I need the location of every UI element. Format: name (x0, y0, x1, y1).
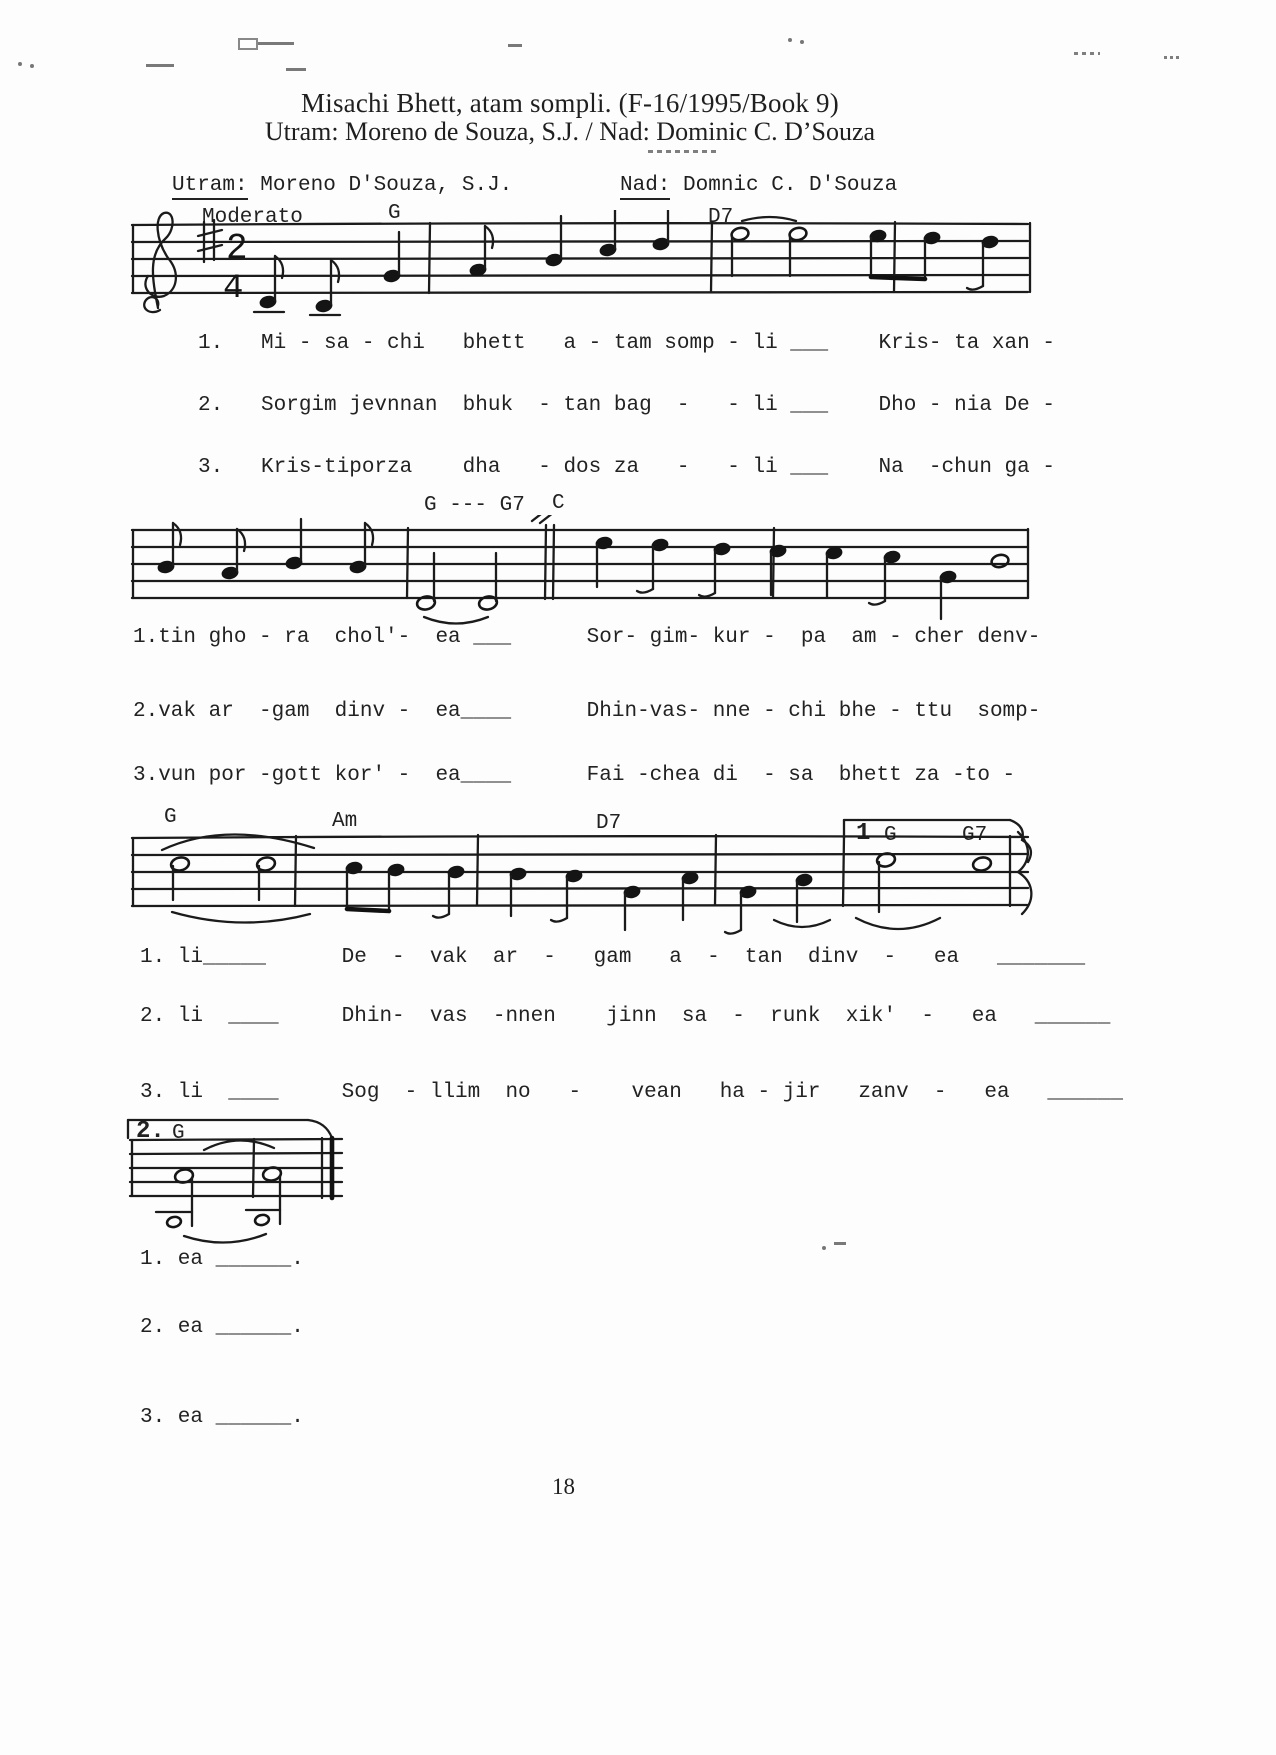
lyric-line: 2. li ____ Dhin- vas -nnen jinn sa - runk xik' - ea ______ (140, 1005, 1111, 1028)
barline (545, 525, 546, 599)
page-title: Misachi Bhett, atam sompli. (F-16/1995/Book 9) (301, 88, 839, 118)
barline (407, 528, 408, 598)
tie (774, 920, 830, 927)
staff-3 (126, 818, 1046, 958)
scan-speck (30, 64, 34, 68)
notes-staff-2 (157, 519, 1010, 624)
time-signature-bottom: 4 (223, 270, 244, 308)
lyric-line: 2. ea ______. (140, 1316, 304, 1339)
scan-mark (146, 64, 174, 67)
notes-staff-3 (162, 834, 992, 933)
barline (429, 223, 430, 293)
lyric-line: 2. Sorgim jevnnan bhuk - tan bag - - li ___ Dho - nia De - (198, 394, 1055, 417)
barline (843, 836, 844, 906)
scan-speck (822, 1246, 826, 1250)
tempo-marking: Moderato (202, 206, 303, 229)
lyric-line: 3. ea ______. (140, 1406, 304, 1429)
beam (871, 277, 925, 279)
notes-staff-4 (156, 1140, 282, 1242)
volta-2-number: 2. (136, 1118, 165, 1145)
chord-label-g-g7: G --- G7 (424, 494, 525, 517)
volta-1-bracket (844, 820, 1031, 862)
lyric-line: 1. li_____ De - vak ar - gam a - tan dinv - ea _______ (140, 946, 1086, 969)
volta-1-chord-g7: G7 (962, 824, 988, 847)
lyric-line: 1. ea ______. (140, 1248, 304, 1271)
staff-1 (126, 210, 1034, 350)
chord-label-d7-2: D7 (596, 812, 622, 835)
chord-label-c: C (552, 492, 565, 515)
chord-label-g: G (388, 202, 401, 225)
slur (172, 912, 310, 923)
credit-utram (172, 174, 512, 197)
section-tick (540, 515, 558, 523)
slur (204, 1140, 274, 1150)
notes-staff-1 (254, 210, 999, 315)
barline (894, 222, 895, 292)
volta-1-chord-g: G (884, 824, 897, 847)
scan-speck (800, 40, 804, 44)
lyric-line: 3. Kris-tiporza dha - dos za - - li ___ Na -chun ga - (198, 456, 1055, 479)
barline (295, 836, 296, 906)
scan-mark (286, 68, 306, 71)
scan-mark (1074, 52, 1100, 55)
scan-speck (788, 38, 792, 42)
lyric-line: 3. li ____ Sog - llim no - vean ha - jir zanv - ea ______ (140, 1081, 1123, 1104)
barline (477, 835, 478, 905)
chord-label-d7: D7 (708, 206, 734, 229)
nad-label: Nad: (620, 174, 670, 200)
scan-speck (18, 62, 22, 66)
utram-name: Moreno D'Souza, S.J. (247, 174, 513, 197)
treble-clef-icon (144, 213, 176, 312)
nad-name: Domnic C. D'Souza (670, 174, 898, 197)
page-number: 18 (552, 1474, 575, 1499)
credit-nad (620, 174, 897, 197)
scan-mark (238, 38, 258, 50)
staff-4 (126, 1108, 376, 1268)
utram-label: Utram: (172, 174, 248, 200)
page-subtitle: Utram: Moreno de Souza, S.J. / Nad: Dominic C. D’Souza (264, 117, 876, 146)
barline (773, 528, 774, 598)
slur (856, 918, 940, 929)
lyric-line: 1. Mi - sa - chi bhett a - tam somp - li ___ Kris- ta xan - (198, 332, 1055, 355)
barline (553, 525, 554, 599)
volta-2-chord-g: G (172, 1122, 185, 1145)
tie (424, 617, 488, 624)
scan-mark (508, 44, 522, 47)
scan-mark (648, 150, 720, 153)
lyric-line: 2.vak ar -gam dinv - ea____ Dhin-vas- nne - chi bhe - ttu somp- (133, 700, 1041, 723)
volta-2-bracket (128, 1120, 332, 1138)
tie (184, 1234, 266, 1243)
barline (711, 222, 712, 292)
lyric-line: 3.vun por -gott kor' - ea____ Fai -chea di - sa bhett za -to - (133, 764, 1016, 787)
barline (253, 1139, 254, 1197)
barline (715, 835, 716, 905)
tie (742, 217, 796, 221)
staff-lines (130, 1138, 342, 1198)
volta-1-number: 1 (856, 820, 871, 847)
staff-lines (132, 222, 1030, 293)
chord-label-g2: G (164, 806, 177, 829)
chord-label-am: Am (332, 810, 358, 833)
scan-mark (258, 42, 294, 45)
scan-mark (834, 1242, 846, 1245)
scan-mark (1164, 56, 1182, 59)
time-signature-top: 2 (226, 228, 248, 269)
lyric-line: 1.tin gho - ra chol'- ea ___ Sor- gim- kur - pa am - cher denv- (133, 626, 1041, 649)
beam (347, 909, 389, 911)
